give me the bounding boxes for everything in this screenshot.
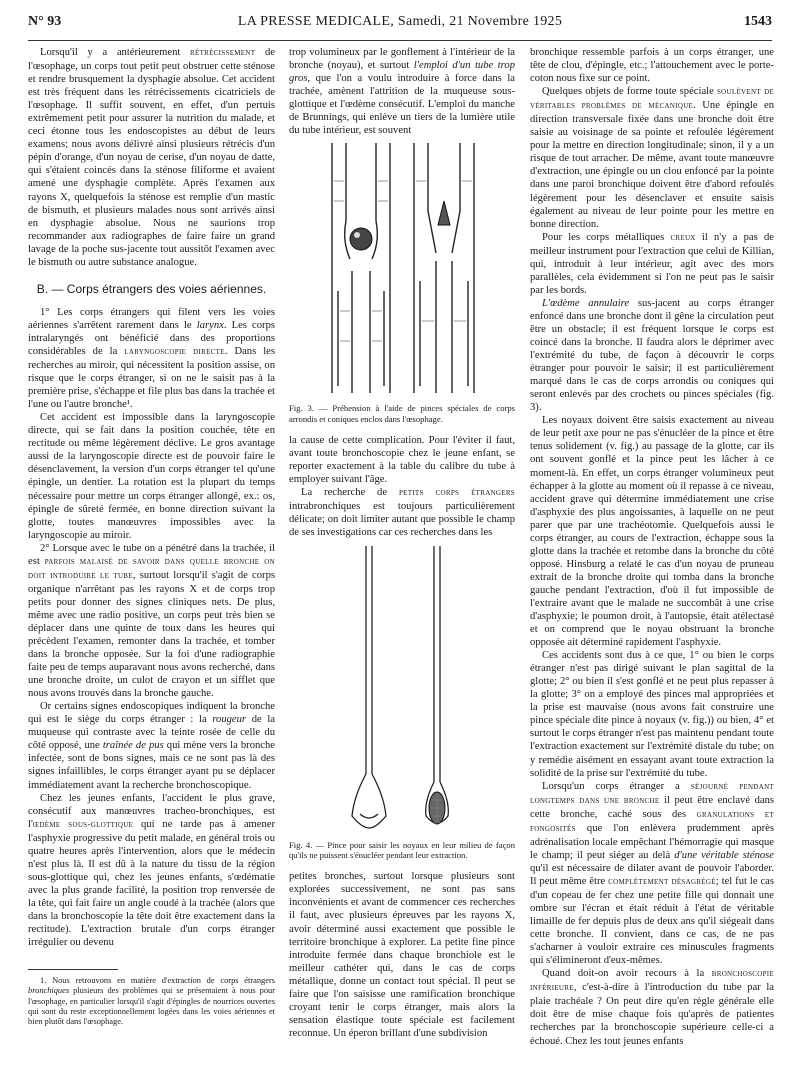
paragraph: Ces accidents sont dus à ce que, 1° ou bien le corps étranger n'est pas dirigé suivant le plan sagittal de la glotte; 2° ou bien il s'est gonflé et ne peut plus repasser à la glotte; 3° on a employé des pinces mal appropriées et la prise est mauvaise (nous avons fait construire une pince spéciale dite pince à noyaux (v. fig.)) ou bien, 4° et surtout le corps étranger n'est pas maintenu pendant toute l'extraction exactement sur l'extrémité distale du tube; on y remédie aisément en essayant avant toute extraction la solidité de la prise sur l'extrémité du tube. [530, 650, 774, 779]
footnote-divider [28, 969, 118, 970]
forceps-illustration-fig3 [302, 141, 502, 399]
conical-object-icon [438, 201, 450, 225]
paragraph: trop volumineux par le gonflement à l'intérieur de la bronche (noyau), et surtout l'emploi d'un tube trop gros, que l'on a voulu introduire à force dans la trachée, amènent l'attrition de la muqueuse sous-glottique et l'œdème consécutif. L'emploi du manche de Brunnings, qui enlève un tiers de la lumière utile du tube intérieur, est souvent [289, 47, 515, 137]
pincers-illustration-fig4 [302, 544, 502, 836]
page-header [28, 4, 772, 41]
paragraph: la cause de cette complication. Pour l'éviter il faut, avant toute bronchoscopie chez le jeune enfant, se reporter exactement à la table du calibre du tube à employer suivant l'âge. [289, 435, 515, 486]
round-object-icon [350, 228, 372, 250]
paragraph: Pour les corps métalliques creux il n'y a pas de meilleur instrument pour l'extraction que celui de Killian, qui, introduit à leur intérieur, agit avec des mors parallèles, cela évidemment si l'on ne peut pas le saisir par les bords. [530, 231, 774, 296]
figure-4 [289, 544, 515, 861]
paragraph: Lorsqu'un corps étranger a séjourné pendant longtemps dans une bronche il peut être enclavé dans cette bronche, caché sous des granulations et fongosités que l'on enlèvera prudemment après adrénalisation locale empêchant l'hémorragie qui masque le champ; il peut siéger au delà d'une véritable sténose qu'il est nécessaire de dilater avant de pouvoir l'aborder. Il peut même être complètement désagrégé; tel fut le cas d'un copeau de fer chez une petite fille qui donnait une ombre sur l'écran et était réduit à l'état de véritable limaille de fer depuis plus de deux ans qu'il siégeait dans cette bronche. Il convient, dans ce cas, de ne pas s'acharner à vouloir extraire ces minuscules fragments qui s'élimineront d'eux-mêmes. [530, 780, 774, 967]
paragraph: Chez les jeunes enfants, l'accident le plus grave, consécutif aux manœuvres tracheo-bronchiques, est l'œdème sous-glottique qui ne tarde pas à amener l'asphyxie progressive du petit malade, en général trois ou quatre heures après l'intervention, alors que le médecin n'est plus là. Il est dû à la nature du tissu de la région sous-glottique qui, chez les jeunes enfants, s'œdématie avec la plus grande facilité, la position trop renversée de la tête, qui fait faire un angle coudé à la trachée (alors que dans la bronchoscopie la tête doit être exactement dans la rectitude). L'extraction brutale d'un corps étranger irrégulier ou devenu [28, 792, 275, 949]
paragraph: Or certains signes endoscopiques indiquent la bronche qui est le siège du corps étranger : la rougeur de la muqueuse qui contraste avec la teinte rosée de celle du côté opposé, une traînée de pus qui mène vers la bronche infectée, sont de bons signes, mais ce ne sont pas là des signes infaillibles, le corps étranger ayant pu se déplacer immédiatement avant la recherche bronchoscopique. [28, 701, 275, 791]
paragraph: 1° Les corps étrangers qui filent vers les voies aériennes s'arrêtent rarement dans le larynx. Les corps intralaryngés ont bénéficié dans des proportions considérables de la laryngoscopie directe. Dans les recherches au miroir, qui nécessitent la position assise, on risque que le corps étranger, si on ne le saisit pas à la première prise, s'échappe et file plus bas dans la trachée et l'une ou l'autre bronche¹. [28, 306, 275, 411]
paragraph: Cet accident est impossible dans la laryngoscopie directe, qui se fait dans la position couchée, tête en rectitude ou même légèrement déclive. Le gros avantage aussi de la laryngoscopie directe est de pouvoir faire le désenclavement, la version d'un corps étranger tel qu'une épingle, un dentier. La rotation est la plupart du temps nécessaire pour mettre un corps étranger allongé, ex.: os, épingle de sûreté fermée, en bonne direction suivant la glotte, toutes manœuvres impossibles avec la laryngoscopie au miroir. [28, 412, 275, 541]
paragraph: Quand doit-on avoir recours à la bronchoscopie inférieure, c'est-à-dire à l'introduction du tube par la plaie trachéale ? On peut dire qu'en règle générale elle doit être de mise chaque fois qu'après de patientes recherches par la bronchoscopie supérieure celle-ci a échoué. Chez les tout jeunes enfants [530, 968, 774, 1047]
paragraph: Les noyaux doivent être saisis exactement au niveau de leur petit axe pour ne pas s'énucléer de la pince et être tenus solidement (v. fig.) au passage de la glotte, car ils ont souvent gonflé et la pince peut les lâcher à ce moment-là. En effet, un corps étranger volumineux peut échapper à la glotte au moment où il repasse à ce niveau, accident grave qui détermine immédiatement une crise d'asphyxie des plus angoissantes, à laquelle on ne peut parer que par une trachéotomie. Quelquefois aussi le corps étranger, au cours de l'extraction, échappe sous la glotte dans la trachée et retombe dans la bronche du côté opposé. Hinsburg a relaté le cas d'un noyau de pruneau extrait de la bronche droite qui tomba dans la bronche gauche pendant l'extraction, d'où il fut impossible de l'extraire avant que le malade ne succombât à une crise d'asphyxie; le poumon droit, à l'autopsie, était atélectasé et on comprend que le noyau obstruant la bronche opposée ait déterminé rapidement l'asphyxie. [530, 415, 774, 649]
paragraph: bronchique ressemble parfois à un corps étranger, une tête de clou, d'épingle, etc.; l'attouchement avec le porte-coton nous fixe sur ce point. [530, 47, 774, 85]
issue-number: N° 93 [28, 14, 62, 29]
paragraph: Lorsqu'il y a antérieurement rétrécissement de l'œsophage, un corps tout petit peut obstruer cette sténose et rendre brusquement la dysphagie absolue. Cet accident est très fréquent dans les rétrécissements cicatriciels de l'œsophage. Il suffit souvent, en effet, d'un pertuis extrêmement petit pour assurer la nutrition du malade, et ceci étonne tous les endoscopistes au début de leurs examens; nous avons délivré ainsi plusieurs rétrécis d'un pépin d'orange, d'un noyau de cerise, d'un noyau de datte, qui s'étaient coincés dans la sténose filiforme et avaient amené une dysphagie complète. Après l'examen aux rayons X, quelquefois la sténose est remplie d'un mastic de bismuth, et plusieurs malades nous sont arrivés ainsi en dysphagie absolue. Nous ne saurions trop recommander aux radiographes de faire faire un grand lavage de la poche sus-jacente tout aussitôt l'examen avec le bismuth ou autre substance analogue. [28, 47, 275, 268]
journal-title: LA PRESSE MEDICALE, Samedi, 21 Novembre 1925 [237, 14, 563, 29]
paragraph: L'œdème annulaire sus-jacent au corps étranger enfoncé dans une bronche dont il gêne la circulation peut être un obstacle; il est fréquent lorsque le corps est coincé dans la bronche. Il faudra alors le déprimer avec l'extrémité du tube, de façon à découvrir le corps étranger pour pouvoir le saisir; il est particulièrement marqué dans le cas de corps arrondis ou coniques qui seront enlevés par des crochets ou pinces spéciales (fig. 3). [530, 297, 774, 414]
paragraph: Quelques objets de forme toute spéciale soulèvent de véritables problèmes de mécanique. Une épingle en direction transversale fixée dans une bronche doit être saisie au voisinage de sa pointe et refoulée légèrement pour la mettre en direction longitudinale; sinon, il y a un risque de tout arracher. De même, avant toute manœuvre d'extraction, une épingle ou un clou enfoncé par la pointe dans une paroi bronchique doivent être d'abord refoulés légèrement pour les désenclaver et ensuite saisis également au niveau de leur pointe pour les mettre en bonne direction. [530, 86, 774, 230]
column-1 [28, 46, 275, 1076]
figure-caption: Fig. 3. — Préhension à l'aide de pinces spéciales de corps arrondis et coniques enclos dans l'œsophage. [289, 403, 515, 424]
footnote: 1. Nous retrouvons en matière d'extraction de corps étrangers bronchiques plusieurs des problèmes qui se présentaient à nous pour l'œsophage, en particulier lorsqu'il s'agit d'épingles de nourrices ouvertes qui sont du reste exceptionnellement logées dans les voies aériennes et bien plutôt dans l'œsophage. [28, 976, 275, 1026]
section-title: B. — Corps étrangers des voies aériennes. [36, 281, 267, 296]
column-2 [289, 46, 515, 1076]
paragraph: La recherche de petits corps étrangers intrabronchiques est toujours particulièrement délicate; on doit limiter autant que possible le champ de ses investigations car ces recherches dans les [289, 487, 515, 539]
figure-caption: Fig. 4. — Pince pour saisir les noyaux en leur milieu de façon qu'ils ne puissent s'énucléer pendant leur extraction. [289, 839, 515, 860]
page-number: 1543 [744, 14, 772, 29]
paragraph: 2° Lorsque avec le tube on a pénétré dans la trachée, il est parfois malaisé de savoir dans quelle bronche on doit introduire le tube, surtout lorsqu'il s'agit de corps organique n'arrêtant pas les rayons X et de corps trop petits pour donner des signes cliniques nets. De plus, même avec une radio positive, un corps peut très bien se déplacer dans une quinte de toux dans les heures qui précèdent l'examen, remonter dans la trachée, et tomber dans la bronche opposée. Sur la foi d'une radiographie faite peu de temps auparavant nous avons recherché, dans une bronche droite, un culot de crayon et un sifflet que nous avons trouvés dans la bronche gauche. [28, 542, 275, 700]
figure-3 [289, 141, 515, 424]
column-3 [530, 46, 774, 1076]
paragraph: petites bronches, surtout lorsque plusieurs sont explorées successivement, ne sont pas sans inconvénients et avant de commencer ces recherches il faut, avec plusieurs épreuves par les rayons X, avoir déterminé aussi exactement que possible le territoire bronchique à explorer. La petite fine pince introduite fermée dans chaque bronchiole est le meilleur cathéter qui, dans le cas de corps métallique, donne un contact tout spécial. Il peut se faire que l'on saisisse une ramification bronchique croyant tenir le corps étranger, mais alors la sensation élastique toute spéciale est facilement reconnue. Un éperon brillant d'une subdivision [289, 871, 515, 1039]
